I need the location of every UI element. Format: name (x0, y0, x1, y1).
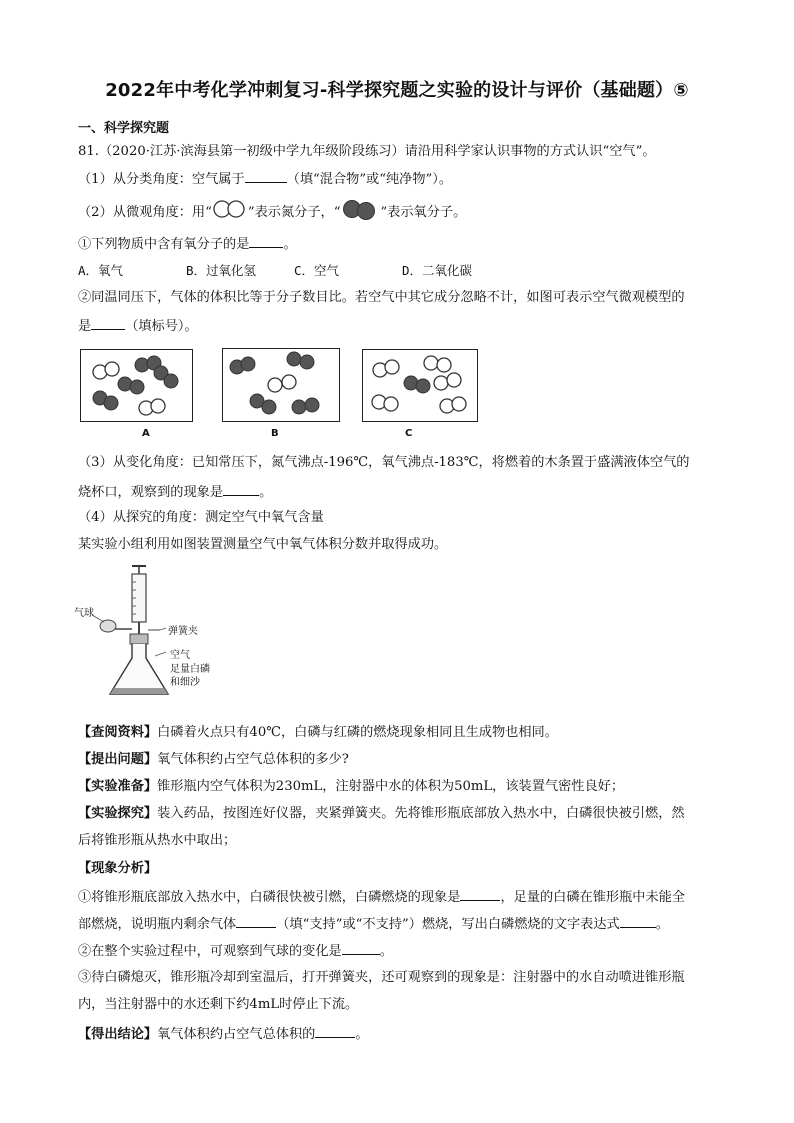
choice-c: C．空气 (294, 263, 340, 278)
analysis-3-line-1: ③待白磷熄灭，锥形瓶冷却到室温后，打开弹簧夹，还可观察到的现象是：注射器中的水自动喷进锥形瓶 (78, 970, 685, 985)
analysis-3-line-2: 内，当注射器中的水还剩下约4mL时停止下流。 (78, 997, 359, 1012)
part-1-text: （1）从分类角度：空气属于 (78, 172, 245, 187)
part-1-hint: （填“混合物”或“纯净物”）。 (286, 172, 453, 187)
page-title: 2022年中考化学冲刺复习-科学探究题之实验的设计与评价（基础题）⑤ (105, 80, 689, 101)
label-balloon: 气球 (74, 608, 94, 619)
reference-label: 【查阅资料】 (78, 725, 158, 740)
experiment-paragraph-line-1 (78, 804, 685, 824)
section-heading: 一、科学探究题 (78, 121, 170, 136)
conclusion-text-a: 氧气体积约占空气总体积的 (157, 1027, 316, 1042)
answer-blank (236, 913, 276, 928)
choices-row (78, 261, 510, 282)
question-intro: 81.（2020·江苏·滨海县第一初级中学九年级阶段练习）请沿用科学家认识事物的方式认识“空气”。 (78, 144, 656, 159)
part-3-text-b: 。 (259, 485, 273, 500)
sub-question-2-line-2 (78, 315, 198, 337)
model-label-a: A (142, 428, 150, 439)
analysis-heading (78, 859, 157, 879)
answer-blank (620, 913, 656, 928)
model-label-c: C (405, 428, 413, 439)
part-2-text-b: ”表示氮分子，“ (247, 205, 341, 220)
nitrogen-molecule-icon (212, 199, 248, 226)
answer-blank (315, 1023, 355, 1038)
apparatus-diagram (70, 560, 240, 700)
label-white-phosphorus: 足量白磷 (170, 664, 210, 675)
part-2-text-a: （2）从微观角度：用“ (78, 205, 212, 220)
sub-question-2-text-b: （填标号）。 (125, 319, 198, 334)
analysis-1-text-a: ①将锥形瓶底部放入热水中，白磷很快被引燃，白磷燃烧的现象是 (78, 890, 461, 905)
choice-d: D．二氧化碳 (402, 263, 473, 278)
analysis-1-text-b: ，足量的白磷在锥形瓶中未能全 (500, 890, 686, 905)
part-2 (78, 198, 466, 227)
experiment-text-1: 装入药品，按图连好仪器，夹紧弹簧夹。先将锥形瓶底部放入热水中，白磷很快被引燃，然 (157, 806, 685, 821)
label-clamp: 弹簧夹 (168, 626, 198, 637)
reference-text: 白磷着火点只有40℃，白磷与红磷的燃烧现象相同且生成物也相同。 (157, 725, 558, 740)
oxygen-molecule-icon (340, 198, 380, 227)
sub-question-1-text: ①下列物质中含有氧分子的是 (78, 237, 250, 252)
analysis-1-line-2 (78, 913, 669, 935)
sub-question-2-text-a: 是 (78, 319, 92, 334)
answer-blank (245, 168, 287, 183)
model-box-a (80, 349, 193, 422)
answer-blank (91, 315, 125, 330)
label-air: 空气 (170, 650, 190, 661)
part-3-line-2 (78, 481, 272, 503)
preparation-text: 锥形瓶内空气体积为230mL，注射器中水的体积为50mL，该装置气密性良好； (157, 779, 625, 794)
sub-question-2-line-1: ②同温同压下，气体的体积比等于分子数目比。若空气中其它成分忽略不计，如图可表示空气微观模型的 (78, 290, 685, 305)
experiment-label: 【实验探究】 (78, 806, 158, 821)
answer-blank (460, 886, 500, 901)
question-label: 【提出问题】 (78, 752, 158, 767)
question-paragraph (78, 750, 349, 770)
analysis-2 (78, 940, 393, 962)
part-3-text-a: 烧杯口，观察到的现象是 (78, 485, 224, 500)
preparation-label: 【实验准备】 (78, 779, 158, 794)
part-4: （4）从探究的角度：测定空气中氧气含量 (78, 510, 324, 525)
choice-a: A．氧气 (78, 263, 124, 278)
label-fine-sand: 和细沙 (170, 677, 200, 688)
sub-question-1 (78, 233, 297, 255)
analysis-1-line-1 (78, 886, 685, 908)
model-box-c (362, 349, 478, 422)
part-1 (78, 168, 452, 190)
analysis-2-text-b: 。 (379, 944, 393, 959)
part-2-text-c: ”表示氧分子。 (380, 205, 467, 220)
question-text: 氧气体积约占空气总体积的多少? (157, 752, 349, 767)
conclusion-paragraph (78, 1023, 369, 1045)
answer-blank (249, 233, 283, 248)
preparation-paragraph (78, 777, 624, 797)
analysis-1-text-d: （填“支持”或“不支持”）燃烧，写出白磷燃烧的文字表达式 (276, 917, 620, 932)
model-box-b (222, 348, 340, 422)
analysis-2-text-a: ②在整个实验过程中，可观察到气球的变化是 (78, 944, 342, 959)
analysis-1-text-c: 部燃烧，说明瓶内剩余气体 (78, 917, 237, 932)
analysis-1-text-e: 。 (655, 917, 669, 932)
model-label-b: B (271, 428, 279, 439)
reference-paragraph (78, 723, 558, 743)
answer-blank (223, 481, 259, 496)
part-3-line-1: （3）从变化角度：已知常压下，氮气沸点-196℃，氧气沸点-183℃，将燃着的木条置于盛满液体空气的 (78, 455, 690, 470)
answer-blank (342, 940, 380, 955)
experiment-paragraph-line-2: 后将锥形瓶从热水中取出； (78, 833, 237, 848)
sub-question-1-end: 。 (283, 237, 297, 252)
conclusion-label: 【得出结论】 (78, 1027, 158, 1042)
conclusion-text-b: 。 (355, 1027, 369, 1042)
choice-b: B．过氧化氢 (186, 263, 257, 278)
analysis-label: 【现象分析】 (78, 861, 158, 876)
part-4-description: 某实验小组利用如图装置测量空气中氧气体积分数并取得成功。 (78, 537, 448, 552)
